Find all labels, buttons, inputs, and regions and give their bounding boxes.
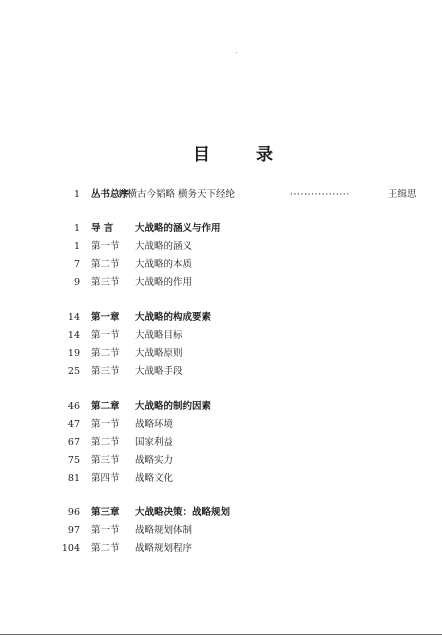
toc-title: 大战略的本质 <box>135 259 193 270</box>
toc-entry-chapter[interactable] <box>0 311 442 325</box>
toc-page-number: 25 <box>67 366 80 377</box>
toc-page-number: 9 <box>73 277 80 288</box>
toc-entry-chapter[interactable] <box>0 400 442 414</box>
toc-entry-section[interactable] <box>0 276 442 290</box>
toc-page-number: 47 <box>67 419 80 430</box>
toc-entry-chapter[interactable] <box>0 222 442 236</box>
toc-entry-section[interactable] <box>0 240 442 254</box>
toc-title: 大战略的涵义 <box>135 241 193 252</box>
toc-title: 战略实力 <box>135 455 174 466</box>
toc-page-number: 81 <box>67 473 80 484</box>
toc-label: 第二章 <box>91 401 120 412</box>
toc-entry-section[interactable] <box>0 329 442 343</box>
toc-entry-section[interactable] <box>0 542 442 556</box>
toc-label: 导 言 <box>91 223 114 234</box>
toc-label: 第二节 <box>91 259 120 270</box>
toc-entry-section[interactable] <box>0 436 442 450</box>
toc-title: 国家利益 <box>135 437 174 448</box>
toc-label: 第二节 <box>91 348 120 359</box>
toc-label: 第三节 <box>91 366 120 377</box>
toc-title: 大战略的构成要素 <box>135 312 212 323</box>
toc-label: 第一节 <box>91 241 120 252</box>
toc-title: 大战略原则 <box>135 348 183 359</box>
toc-label: 第四节 <box>91 473 120 484</box>
toc-label: 第一章 <box>91 312 120 323</box>
toc-page-number: 1 <box>73 223 80 234</box>
toc-leaders: ················· <box>290 189 350 200</box>
toc-page-number: 46 <box>67 401 80 412</box>
toc-page-number: 14 <box>67 330 80 341</box>
toc-entry-chapter[interactable] <box>0 506 442 520</box>
toc-entry-section[interactable] <box>0 524 442 538</box>
toc-page-number: 75 <box>67 455 80 466</box>
toc-entry-section[interactable] <box>0 454 442 468</box>
toc-entry-section[interactable] <box>0 347 442 361</box>
toc-author: 王缉思 <box>388 189 417 200</box>
toc-title: 战略规划体制 <box>135 525 193 536</box>
toc-page-number: 104 <box>61 543 80 554</box>
toc-title: 大战略目标 <box>135 330 183 341</box>
toc-label: 第二节 <box>91 543 120 554</box>
title-char-1: 目 <box>193 145 210 165</box>
toc-label: 第三章 <box>91 507 120 518</box>
toc-title: 大战略的作用 <box>135 277 193 288</box>
toc-page-number: 96 <box>67 507 80 518</box>
toc-entry-section[interactable] <box>0 365 442 379</box>
toc-title: 大战略手段 <box>135 366 183 377</box>
toc-label: 第一节 <box>91 330 120 341</box>
toc-title: 战略文化 <box>135 473 174 484</box>
toc-entry-section[interactable] <box>0 258 442 272</box>
toc-label: 丛书总序 <box>91 189 130 200</box>
toc-entry-section[interactable] <box>0 418 442 432</box>
toc-page-number: 97 <box>67 525 80 536</box>
toc-title: 战略环境 <box>135 419 174 430</box>
title-char-2: 录 <box>256 145 273 165</box>
page-bottom-edge <box>0 634 442 635</box>
toc-label: 第一节 <box>91 525 120 536</box>
toc-page-number: 1 <box>73 241 80 252</box>
toc-label: 第二节 <box>91 437 120 448</box>
scan-speck <box>236 52 237 53</box>
toc-label: 第三节 <box>91 277 120 288</box>
toc-title: 大战略的制约因素 <box>135 401 212 412</box>
toc-title: 大战略的涵义与作用 <box>135 223 221 234</box>
toc-entry-section[interactable] <box>0 472 442 486</box>
toc-page-number: 67 <box>67 437 80 448</box>
toc-title: 大战略决策：战略规划 <box>135 507 231 518</box>
toc-page-number: 19 <box>67 348 80 359</box>
toc-entry-series-preface[interactable] <box>0 188 442 202</box>
toc-label: 第三节 <box>91 455 120 466</box>
page-title <box>193 140 273 165</box>
toc-page-number: 1 <box>73 189 80 200</box>
toc-title: 纵横古今韬略 横务天下经纶 <box>118 189 236 200</box>
toc-page-number: 7 <box>73 259 80 270</box>
toc-title: 战略规划程序 <box>135 543 193 554</box>
toc-page-number: 14 <box>67 312 80 323</box>
toc-label: 第一节 <box>91 419 120 430</box>
